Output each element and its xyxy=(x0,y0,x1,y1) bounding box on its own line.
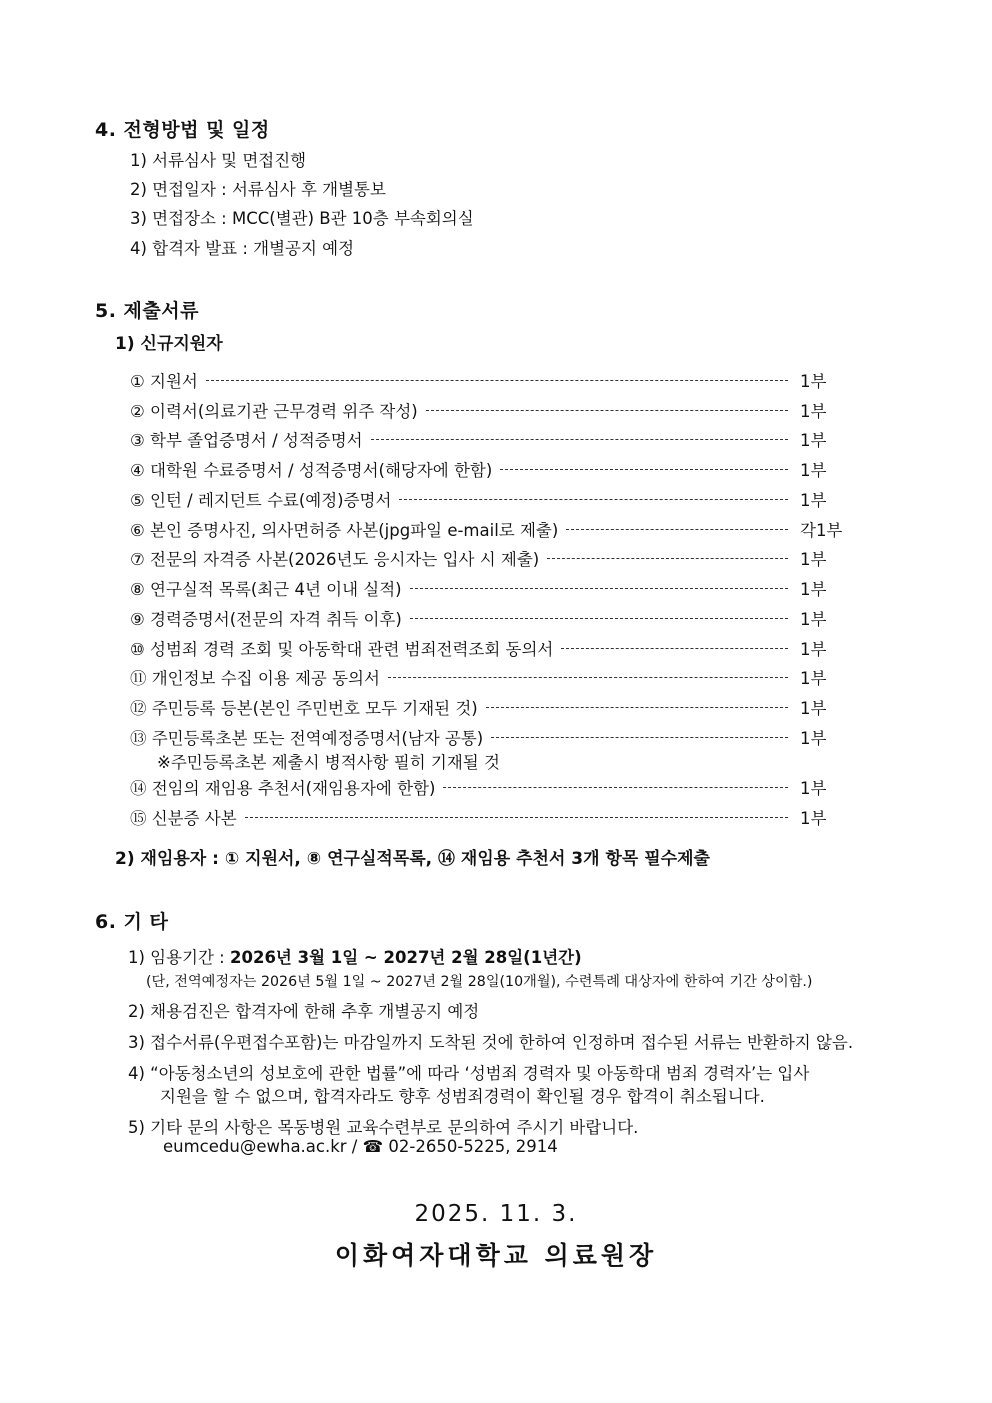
document-item xyxy=(130,576,850,600)
document-item xyxy=(130,487,850,511)
document-item xyxy=(130,457,850,481)
document-label: ② 이력서(의료기관 근무경력 위주 작성) xyxy=(130,402,418,421)
document-label: ⑩ 성범죄 경력 조회 및 아동학대 관련 범죄전력조회 동의서 xyxy=(130,640,554,659)
notice-date: 2025. 11. 3. xyxy=(414,1201,578,1227)
document-label: ① 지원서 xyxy=(130,372,198,391)
document-label: ⑧ 연구실적 목록(최근 4년 이내 실적) xyxy=(130,580,402,599)
dotted-leader xyxy=(561,648,788,649)
dotted-leader xyxy=(410,618,788,619)
s5-sub-new-applicants: 1) 신규지원자 xyxy=(115,334,223,354)
document-item xyxy=(130,725,850,749)
document-count: 각1부 xyxy=(800,521,843,540)
dotted-leader xyxy=(410,588,788,589)
s6-item-3: 3) 접수서류(우편접수포함)는 마감일까지 도착된 것에 한하여 인정하며 접수된 서류는 반환하지 않음. xyxy=(128,1033,854,1052)
issuer-signature: 이화여자대학교 의료원장 xyxy=(334,1241,658,1270)
dotted-leader xyxy=(399,499,788,500)
s6-item-5-contact: eumcedu@ewha.ac.kr / ☎ 02-2650-5225, 2914 xyxy=(163,1137,558,1156)
doc-13-note: ※주민등록초본 제출시 병적사항 필히 기재될 것 xyxy=(157,753,500,772)
document-label: ⑮ 신분증 사본 xyxy=(130,809,237,828)
dotted-leader xyxy=(371,439,788,440)
document-item xyxy=(130,398,850,422)
document-count: 1부 xyxy=(800,402,827,421)
document-item xyxy=(130,427,850,451)
s4-item-3: 3) 면접장소 : MCC(별관) B관 10층 부속회의실 xyxy=(130,209,474,228)
document-count: 1부 xyxy=(800,640,827,659)
dotted-leader xyxy=(443,787,788,788)
document-count: 1부 xyxy=(800,699,827,718)
document-label: ⑪ 개인정보 수집 이용 제공 동의서 xyxy=(130,669,380,688)
document-count: 1부 xyxy=(800,461,827,480)
s6-item-4-line-2: 지원을 할 수 없으며, 합격자라도 향후 성범죄경력이 확인될 경우 합격이 취소됩니다. xyxy=(160,1087,765,1106)
s6-item-5-line-1: 5) 기타 문의 사항은 목동병원 교육수련부로 문의하여 주시기 바랍니다. xyxy=(128,1118,639,1137)
document-count: 1부 xyxy=(800,431,827,450)
document-count: 1부 xyxy=(800,729,827,748)
dotted-leader xyxy=(500,469,788,470)
s6-item-1-period: 2026년 3월 1일 ~ 2027년 2월 28일(1년간) xyxy=(230,948,582,967)
s4-item-1: 1) 서류심사 및 면접진행 xyxy=(130,151,307,170)
document-item xyxy=(130,606,850,630)
s4-item-2: 2) 면접일자 : 서류심사 후 개별통보 xyxy=(130,180,386,199)
document-count: 1부 xyxy=(800,610,827,629)
dotted-leader xyxy=(245,817,788,818)
document-count: 1부 xyxy=(800,491,827,510)
section-5-heading: 5. 제출서류 xyxy=(95,300,199,322)
section-6-heading: 6. 기 타 xyxy=(95,911,169,933)
document-label: ⑤ 인턴 / 레지던트 수료(예정)증명서 xyxy=(130,491,392,510)
dotted-leader xyxy=(547,558,788,559)
document-count: 1부 xyxy=(800,580,827,599)
s6-item-1-prefix: 1) 임용기간 : xyxy=(128,948,230,967)
document-count: 1부 xyxy=(800,779,827,798)
s5-sub-reappointees: 2) 재임용자 : ① 지원서, ⑧ 연구실적목록, ⑭ 재임용 추천서 3개 항목 필수제출 xyxy=(115,849,710,869)
document-count: 1부 xyxy=(800,372,827,391)
document-label: ⑬ 주민등록초본 또는 전역예정증명서(남자 공통) xyxy=(130,729,484,748)
document-item xyxy=(130,546,850,570)
document-count: 1부 xyxy=(800,809,827,828)
s6-item-4-line-1: 4) “아동청소년의 성보호에 관한 법률”에 따라 ‘성범죄 경력자 및 아동학대 범죄 경력자’는 입사 xyxy=(128,1064,810,1083)
document-label: ⑦ 전문의 자격증 사본(2026년도 응시자는 입사 시 제출) xyxy=(130,550,540,569)
document-count: 1부 xyxy=(800,550,827,569)
document-item xyxy=(130,695,850,719)
s6-item-1-note: (단, 전역예정자는 2026년 5월 1일 ~ 2027년 2월 28일(10개월), 수련특례 대상자에 한하여 기간 상이함.) xyxy=(146,974,813,990)
document-item xyxy=(130,665,850,689)
document-label: ⑥ 본인 증명사진, 의사면허증 사본(jpg파일 e-mail로 제출) xyxy=(130,521,559,540)
s6-item-1 xyxy=(128,944,582,968)
dotted-leader xyxy=(491,737,788,738)
dotted-leader xyxy=(426,410,788,411)
document-label: ⑭ 전임의 재임용 추천서(재임용자에 한함) xyxy=(130,779,436,798)
dotted-leader xyxy=(388,677,788,678)
s4-item-4: 4) 합격자 발표 : 개별공지 예정 xyxy=(130,239,355,258)
document-item xyxy=(130,517,850,541)
document-item xyxy=(130,805,850,829)
dotted-leader xyxy=(206,380,788,381)
dotted-leader xyxy=(566,529,788,530)
section-4-heading: 4. 전형방법 및 일정 xyxy=(95,119,270,141)
document-item xyxy=(130,775,850,799)
document-label: ④ 대학원 수료증명서 / 성적증명서(해당자에 한함) xyxy=(130,461,493,480)
document-count: 1부 xyxy=(800,669,827,688)
s6-item-2: 2) 채용검진은 합격자에 한해 추후 개별공지 예정 xyxy=(128,1002,480,1021)
document-item xyxy=(130,368,850,392)
document-label: ③ 학부 졸업증명서 / 성적증명서 xyxy=(130,431,363,450)
document-label: ⑨ 경력증명서(전문의 자격 취득 이후) xyxy=(130,610,402,629)
document-item xyxy=(130,636,850,660)
dotted-leader xyxy=(486,707,788,708)
document-label: ⑫ 주민등록 등본(본인 주민번호 모두 기재된 것) xyxy=(130,699,478,718)
